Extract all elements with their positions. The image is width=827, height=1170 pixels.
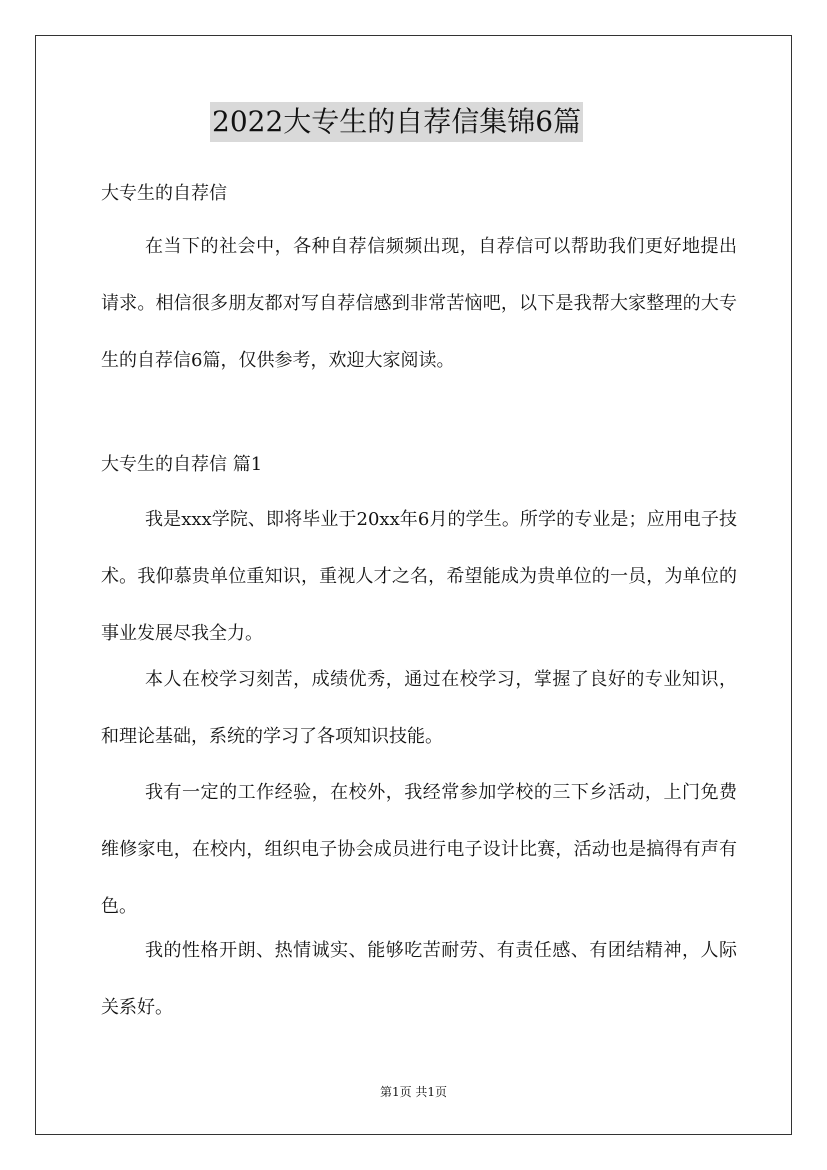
intro-heading: 大专生的自荐信: [101, 183, 227, 204]
page-footer: 第1页 共1页: [379, 1085, 448, 1099]
section1-paragraph-2: 本人在校学习刻苦，成绩优秀，通过在校学习，掌握了良好的专业知识，和理论基础，系统的学习了各项知识技能。: [101, 669, 737, 747]
section1-paragraph-1: 我是xxx学院、即将毕业于20xx年6月的学生。所学的专业是；应用电子技术。我仰慕贵单位重知识，重视人才之名，希望能成为贵单位的一员，为单位的事业发展尽我全力。: [101, 509, 737, 644]
section1-heading: 大专生的自荐信 篇1: [101, 454, 263, 475]
document-title: 2022大专生的自荐信集锦6篇: [210, 102, 583, 142]
section1-paragraph-4: 我的性格开朗、热情诚实、能够吃苦耐劳、有责任感、有团结精神，人际关系好。: [101, 940, 737, 1018]
section1-paragraph-3: 我有一定的工作经验，在校外，我经常参加学校的三下乡活动，上门免费维修家电，在校内，组织电子协会成员进行电子设计比赛，活动也是搞得有声有色。: [101, 782, 737, 917]
intro-paragraph: 在当下的社会中，各种自荐信频频出现，自荐信可以帮助我们更好地提出请求。相信很多朋友都对写自荐信感到非常苦恼吧，以下是我帮大家整理的大专生的自荐信6篇，仅供参考，欢迎大家阅读。: [101, 236, 737, 371]
